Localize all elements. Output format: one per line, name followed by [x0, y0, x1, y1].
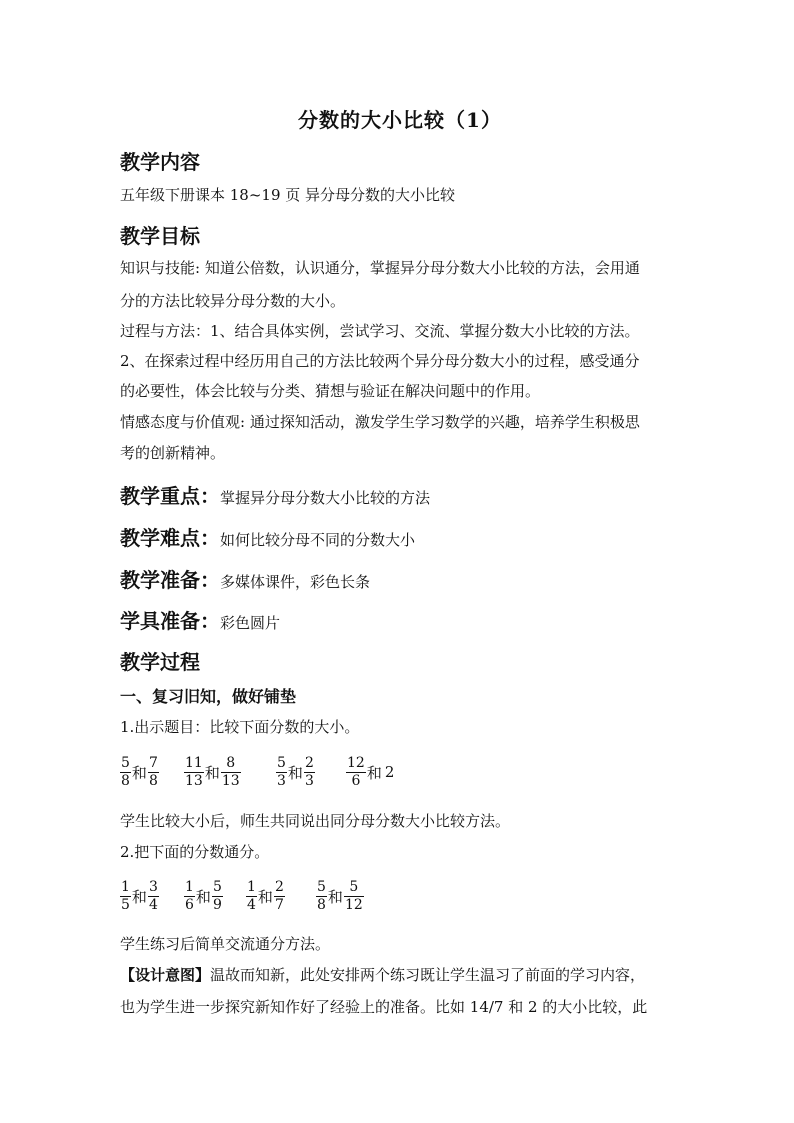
key-heading: 教学重点： — [120, 484, 220, 508]
denominator: 13 — [221, 772, 240, 789]
key-text: 掌握异分母分数大小比较的方法 — [220, 489, 431, 507]
denominator: 4 — [247, 896, 256, 913]
design-intent-line-1 — [120, 960, 645, 990]
denominator: 7 — [274, 896, 284, 913]
numerator: 5 — [277, 754, 286, 771]
numerator: 2 — [304, 754, 314, 771]
fraction — [316, 879, 327, 914]
fraction — [344, 879, 364, 914]
prep-heading: 教学准备： — [120, 568, 220, 592]
fraction-pair — [120, 750, 159, 794]
difficult-heading: 教学难点： — [120, 526, 220, 550]
goal-line-2: 分的方法比较异分母分数的大小。 — [120, 292, 346, 310]
numerator: 5 — [349, 878, 359, 895]
denominator: 3 — [277, 772, 286, 789]
fraction — [120, 879, 131, 914]
numerator: 12 — [347, 754, 365, 771]
goal-line-7: 考的创新精神。 — [120, 444, 226, 462]
fraction-pair — [346, 750, 394, 794]
numerator: 11 — [185, 754, 203, 771]
goal-heading: 教学目标 — [120, 224, 200, 248]
numerator: 7 — [148, 754, 158, 771]
after1-text: 学生比较大小后，师生共同说出同分母分数大小比较方法。 — [120, 812, 511, 830]
conjunction: 和 — [195, 887, 211, 906]
fraction — [221, 755, 241, 790]
denominator: 8 — [148, 772, 158, 789]
fraction-pair — [184, 874, 223, 918]
fraction — [184, 879, 195, 914]
fraction — [184, 755, 204, 790]
conjunction: 和 — [204, 763, 220, 782]
fraction-pair — [246, 874, 285, 918]
conjunction: 和 — [366, 763, 382, 782]
difficult-point — [120, 522, 415, 551]
numerator: 8 — [226, 754, 236, 771]
difficult-text: 如何比较分母不同的分数大小 — [220, 531, 416, 549]
denominator: 3 — [304, 772, 314, 789]
numerator: 5 — [121, 754, 130, 771]
denominator: 12 — [344, 896, 363, 913]
numerator: 3 — [148, 878, 158, 895]
goal-line-1: 知识与技能: 知道公倍数，认识通分，掌握异分母分数大小比较的方法，会用通 — [120, 259, 640, 277]
fraction — [246, 879, 257, 914]
fraction — [148, 755, 159, 790]
numerator: 1 — [121, 878, 130, 895]
denominator: 5 — [121, 896, 130, 913]
denominator: 6 — [185, 896, 194, 913]
denominator: 13 — [185, 772, 203, 789]
fraction — [274, 879, 285, 914]
conjunction: 和 — [131, 887, 147, 906]
fraction — [304, 755, 315, 790]
key-point — [120, 480, 430, 509]
numerator: 2 — [274, 878, 284, 895]
goal-line-5: 的必要性，体会比较与分类、猜想与验证在解决问题中的作用。 — [120, 382, 541, 400]
tools-text: 彩色圆片 — [220, 614, 281, 632]
goal-line-3: 过程与方法：1、结合具体实例，尝试学习、交流、掌握分数大小比较的方法。 — [120, 322, 640, 340]
design-intent-line-2: 也为学生进一步探究新知作好了经验上的准备。比如 14/7 和 2 的大小比较，此 — [120, 998, 648, 1016]
conjunction: 和 — [257, 887, 273, 906]
denominator: 9 — [212, 896, 222, 913]
whole-number: 2 — [384, 763, 395, 781]
design-intent-text: 温故而知新，此处安排两个练习既让学生温习了前面的学习内容， — [210, 966, 646, 984]
fraction — [346, 755, 366, 790]
numerator: 1 — [247, 878, 256, 895]
content-text: 五年级下册课本 18~19 页 异分母分数的大小比较 — [120, 186, 456, 204]
page-title: 分数的大小比较（1） — [298, 108, 502, 132]
denominator: 8 — [121, 772, 130, 789]
denominator: 8 — [317, 896, 326, 913]
denominator: 4 — [148, 896, 158, 913]
conjunction: 和 — [327, 887, 343, 906]
step1-heading: 一、复习旧知，做好铺垫 — [120, 687, 297, 706]
item1-text: 1.出示题目：比较下面分数的大小。 — [120, 718, 360, 736]
prep-text: 多媒体课件，彩色长条 — [220, 573, 371, 591]
numerator: 5 — [317, 878, 326, 895]
fraction — [276, 755, 287, 790]
tools-heading: 学具准备： — [120, 609, 220, 633]
fraction-pair — [276, 750, 315, 794]
numerator: 5 — [212, 878, 222, 895]
after2-text: 学生练习后简单交流通分方法。 — [120, 935, 331, 953]
goal-line-4: 2、在探索过程中经历用自己的方法比较两个异分母分数大小的过程，感受通分 — [120, 352, 640, 370]
process-heading: 教学过程 — [120, 650, 200, 674]
numerator: 1 — [185, 878, 194, 895]
fraction — [212, 879, 223, 914]
teaching-prep — [120, 564, 370, 593]
design-intent-label: 【设计意图】 — [120, 966, 211, 984]
goal-line-6: 情感态度与价值观: 通过探知活动，激发学生学习数学的兴趣，培养学生积极思 — [120, 413, 640, 431]
fraction — [148, 879, 159, 914]
fraction-pair — [120, 874, 159, 918]
conjunction: 和 — [131, 763, 147, 782]
conjunction: 和 — [287, 763, 303, 782]
fraction-pair — [316, 874, 364, 918]
fraction — [120, 755, 131, 790]
student-tools — [120, 605, 280, 634]
content-heading: 教学内容 — [120, 150, 200, 174]
denominator: 6 — [351, 772, 361, 789]
item2-text: 2.把下面的分数通分。 — [120, 843, 270, 861]
fraction-pair — [184, 750, 241, 794]
